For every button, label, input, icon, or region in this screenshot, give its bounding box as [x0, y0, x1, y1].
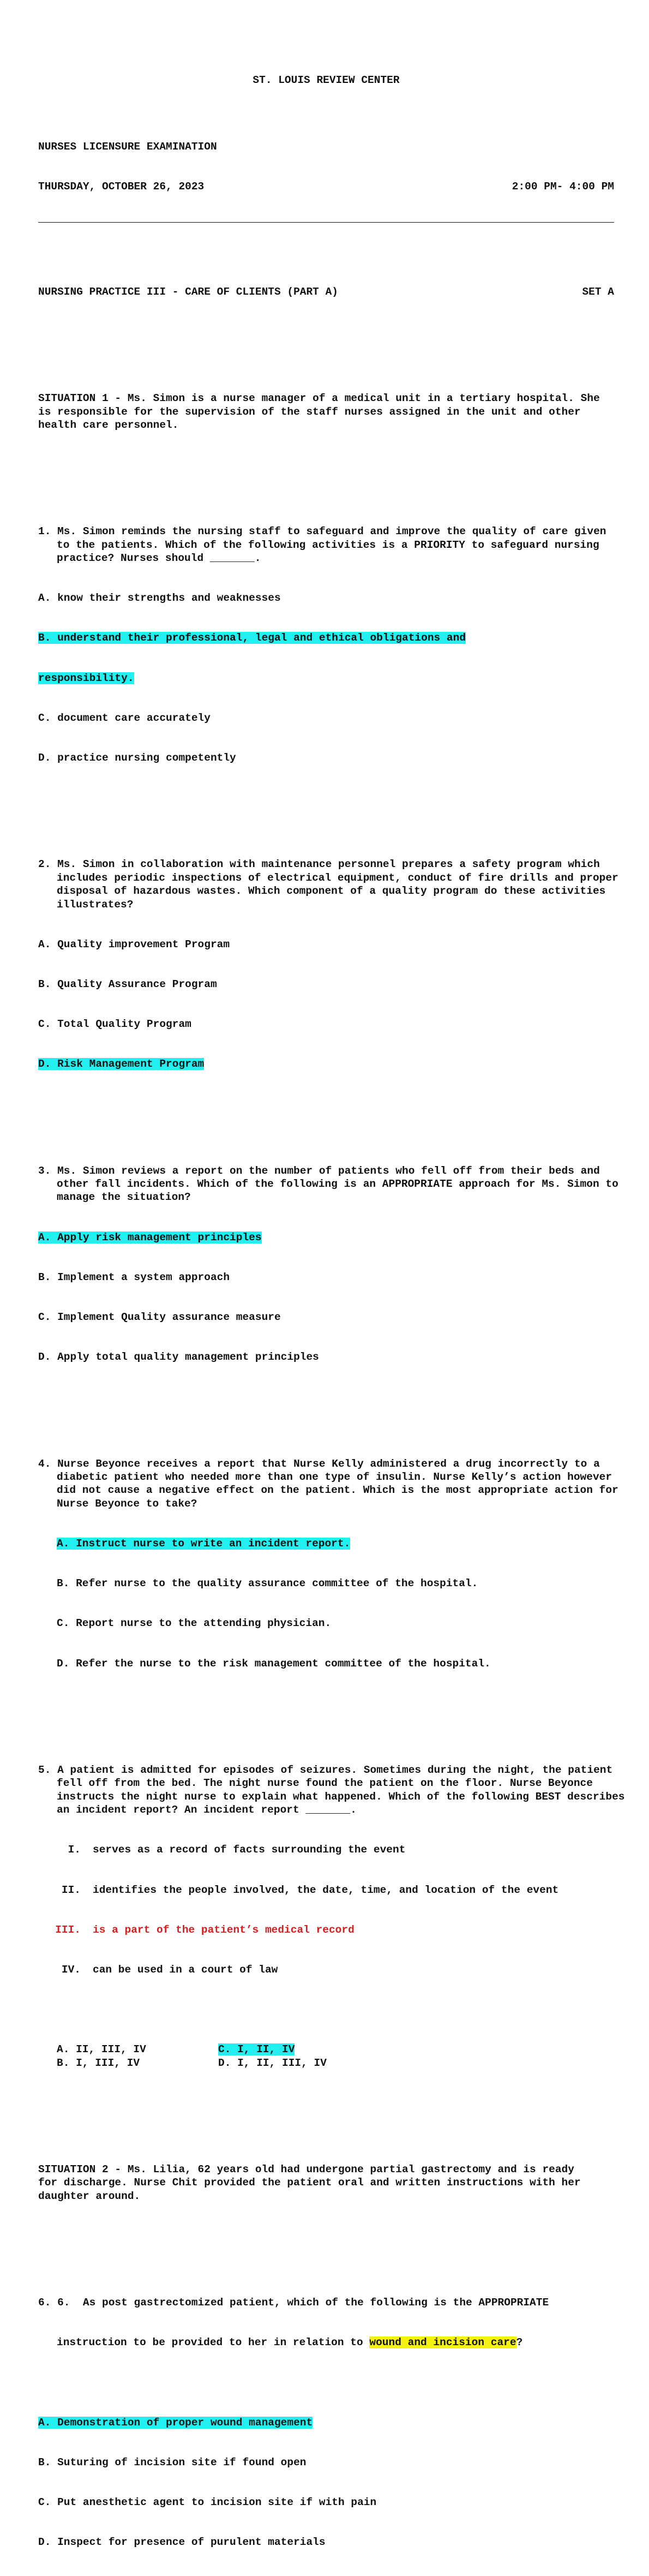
header-rule [38, 222, 614, 223]
q5-option-c: C. I, II, IV [218, 2043, 295, 2056]
question-3-stem: 3. Ms. Simon reviews a report on the number of patients who fell off from their beds and other fall incidents. Which of the following is an APPROPRIATE approach for Ms. Simon to manage the situation? [38, 1164, 625, 1204]
situation-1: SITUATION 1 - Ms. Simon is a nurse manager of a medical unit in a tertiary hospital. She is responsible for the supervision of the staff nurses assigned in the unit and other health care personnel. [38, 392, 606, 431]
question-6-stem-line1: 6. 6. As post gastrectomized patient, which of the following is the APPROPRIATE [38, 2297, 549, 2309]
q2-option-d [38, 1057, 614, 1071]
q2-option-d-text: D. Risk Management Program [38, 1058, 205, 1071]
q5-option-b: B. I, III, IV [57, 2057, 140, 2069]
q4-option-a-text: A. Instruct nurse to write an incident report. [57, 1538, 351, 1550]
q3-option-b: B. Implement a system approach [38, 1271, 230, 1283]
q6-keyword-highlight: wound and incision care [369, 2336, 516, 2349]
q6-option-a [38, 2416, 614, 2429]
question-6-stem-line2 [38, 2336, 614, 2349]
question-5-stem: 5. A patient is admitted for episodes of seizures. Sometimes during the night, the patient fell off from the bed. The night nurse found the patient on the floor. Nurse Beyonce instructs the night nurse to explain what happened. Which of the following BEST describes an incident report? An incident report _______. [38, 1764, 632, 1816]
q5-item-2-text: identifies the people involved, the date, time, and location of the event [93, 1884, 559, 1896]
q2-option-b: B. Quality Assurance Program [38, 978, 217, 990]
q5-item-1-text: serves as a record of facts surrounding the event [93, 1844, 406, 1856]
q4-option-c: C. Report nurse to the attending physician. [57, 1617, 332, 1630]
q5-item-4-text: can be used in a court of law [93, 1964, 278, 1976]
q5-item-3 [38, 1923, 614, 1937]
q6-option-b: B. Suturing of incision site if found open [38, 2456, 307, 2469]
q1-option-b-line2: responsibility. [38, 672, 134, 684]
subject-row [38, 285, 614, 298]
question-2-stem: 2. Ms. Simon in collaboration with maintenance personnel prepares a safety program which includes periodic inspections of electrical equipment, conduct of fire drills and proper disposal of hazardous wastes. Which component of a quality program do these activities illustrates? [38, 858, 625, 911]
q3-option-d: D. Apply total quality management principles [38, 1351, 319, 1364]
q5-item-3-num: III. [55, 1923, 81, 1936]
q3-option-a-text: A. Apply risk management principles [38, 1231, 262, 1244]
q3-option-c: C. Implement Quality assurance measure [38, 1311, 281, 1324]
q5-item-4 [38, 1963, 614, 1976]
exam-page [38, 34, 632, 2576]
q5-option-a: A. II, III, IV [57, 2043, 146, 2056]
q3-option-a [38, 1231, 614, 1244]
q6-stem-end: ? [516, 2336, 523, 2349]
q5-item-2 [38, 1884, 614, 1897]
q5-option-c-cell [218, 2043, 382, 2056]
exam-date-row [38, 180, 614, 193]
q2-option-c: C. Total Quality Program [38, 1018, 191, 1031]
q5-item-1-num: I. [68, 1844, 81, 1856]
review-center-title: ST. LOUIS REVIEW CENTER [253, 74, 400, 87]
exam-name: NURSES LICENSURE EXAMINATION [38, 140, 217, 153]
q6-option-a-text: A. Demonstration of proper wound management [38, 2416, 313, 2429]
q4-option-b: B. Refer nurse to the quality assurance committee of the hospital. [57, 1577, 478, 1590]
q5-item-2-num: II. [61, 1884, 81, 1896]
q2-option-a: A. Quality improvement Program [38, 938, 230, 951]
q5-option-d: D. I, II, III, IV [218, 2057, 327, 2069]
q6-option-c: C. Put anesthetic agent to incision site if with pain [38, 2496, 377, 2509]
q6-option-d: D. Inspect for presence of purulent materials [38, 2536, 326, 2549]
q6-stem-text: instruction to be provided to her in relation to [57, 2336, 370, 2349]
q5-item-4-num: IV. [61, 1964, 81, 1976]
q1-option-b-cont [38, 672, 614, 685]
situation-2: SITUATION 2 - Ms. Lilia, 62 years old had undergone partial gastrectomy and is ready for discharge. Nurse Chit provided the patient oral and written instructions with her daughter around. [38, 2163, 587, 2202]
question-1-stem: 1. Ms. Simon reminds the nursing staff to safeguard and improve the quality of care given to the patients. Which of the following activities is a PRIORITY to safeguard nursing practice? Nurses should _______. [38, 525, 613, 564]
q4-option-a [38, 1537, 614, 1550]
exam-time: 2:00 PM- 4:00 PM [512, 181, 614, 193]
exam-date: THURSDAY, OCTOBER 26, 2023 [38, 181, 205, 193]
q1-option-c: C. document care accurately [38, 712, 211, 724]
question-4-stem: 4. Nurse Beyonce receives a report that Nurse Kelly administered a drug incorrectly to a diabetic patient who needed more than one type of insulin. Nurse Kelly’s action however did not cause a negative effect on the patient. Which is the most appropriate action for Nurse Beyonce to take? [38, 1457, 625, 1510]
q5-item-3-text: is a part of the patient’s medical record [93, 1923, 354, 1936]
q1-option-b [38, 631, 614, 644]
q1-option-d: D. practice nursing competently [38, 752, 236, 764]
q1-option-a: A. know their strengths and weaknesses [38, 592, 281, 605]
q5-options [38, 2043, 614, 2070]
q5-item-1 [38, 1843, 614, 1856]
q1-option-b-line1: B. understand their professional, legal and ethical obligations and [38, 632, 466, 644]
set-label: SET A [582, 285, 614, 298]
subject-title: NURSING PRACTICE III - CARE OF CLIENTS (PART A) [38, 285, 338, 298]
q4-option-d: D. Refer the nurse to the risk management committee of the hospital. [57, 1657, 491, 1670]
